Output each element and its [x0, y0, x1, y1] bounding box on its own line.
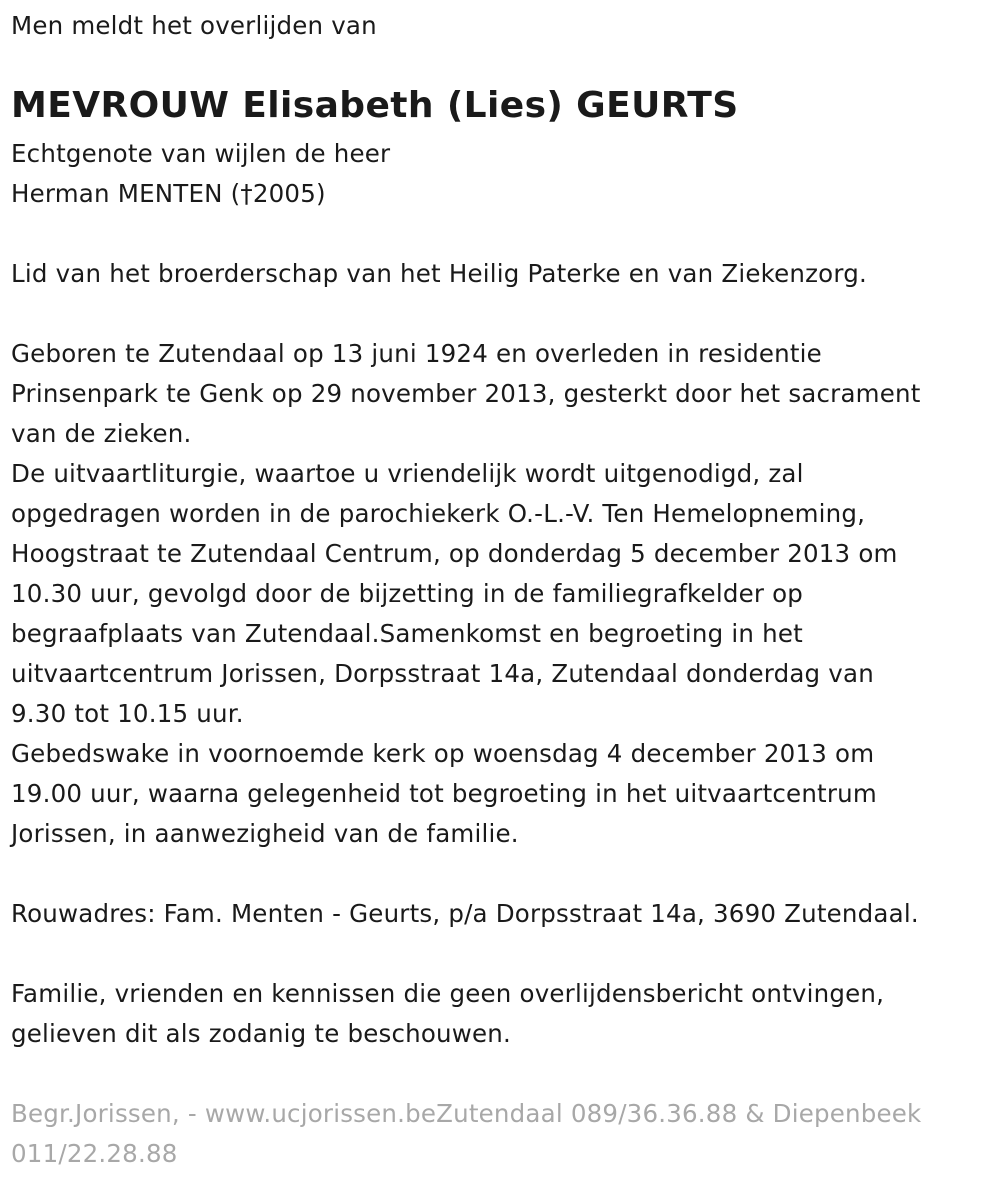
funeral-line: 9.30 tot 10.15 uur. [11, 699, 244, 728]
life-and-funeral-section [11, 334, 921, 854]
spouse-line: Herman MENTEN (†2005) [11, 179, 326, 208]
deceased-name: MEVROUW Elisabeth (Lies) GEURTS [11, 85, 739, 126]
wake-line: Jorissen, in aanwezigheid van de familie. [11, 819, 519, 848]
mourning-address: Rouwadres: Fam. Menten - Geurts, p/a Dorpsstraat 14a, 3690 Zutendaal. [11, 899, 919, 928]
life-line: Prinsenpark te Genk op 29 november 2013, gesterkt door het sacrament [11, 379, 921, 408]
life-line: van de zieken. [11, 419, 192, 448]
membership-section [11, 254, 867, 294]
mourning-address-section [11, 894, 919, 934]
funeral-home-footer [11, 1094, 921, 1174]
spouse-line: Echtgenote van wijlen de heer [11, 139, 391, 168]
family-notice-section [11, 974, 884, 1054]
footer-line: 011/22.28.88 [11, 1139, 178, 1168]
funeral-line: De uitvaartliturgie, waartoe u vriendelijk wordt uitgenodigd, zal [11, 459, 804, 488]
wake-line: Gebedswake in voornoemde kerk op woensdag 4 december 2013 om [11, 739, 875, 768]
family-line: gelieven dit als zodanig te beschouwen. [11, 1019, 512, 1048]
membership-text: Lid van het broerderschap van het Heilig Paterke en van Ziekenzorg. [11, 259, 867, 288]
life-line: Geboren te Zutendaal op 13 juni 1924 en overleden in residentie [11, 339, 822, 368]
funeral-line: Hoogstraat te Zutendaal Centrum, op donderdag 5 december 2013 om [11, 539, 898, 568]
funeral-line: 10.30 uur, gevolgd door de bijzetting in de familiegrafkelder op [11, 579, 804, 608]
funeral-line: opgedragen worden in de parochiekerk O.-L.-V. Ten Hemelopneming, [11, 499, 866, 528]
spouse-section [11, 134, 390, 214]
funeral-line: uitvaartcentrum Jorissen, Dorpsstraat 14a, Zutendaal donderdag van [11, 659, 874, 688]
family-line: Familie, vrienden en kennissen die geen overlijdensbericht ontvingen, [11, 979, 885, 1008]
funeral-line: begraafplaats van Zutendaal.Samenkomst en begroeting in het [11, 619, 803, 648]
intro-text: Men meldt het overlijden van [11, 11, 377, 40]
footer-line: Begr.Jorissen, - www.ucjorissen.beZutendaal 089/36.36.88 & Diepenbeek [11, 1099, 922, 1128]
wake-line: 19.00 uur, waarna gelegenheid tot begroeting in het uitvaartcentrum [11, 779, 877, 808]
